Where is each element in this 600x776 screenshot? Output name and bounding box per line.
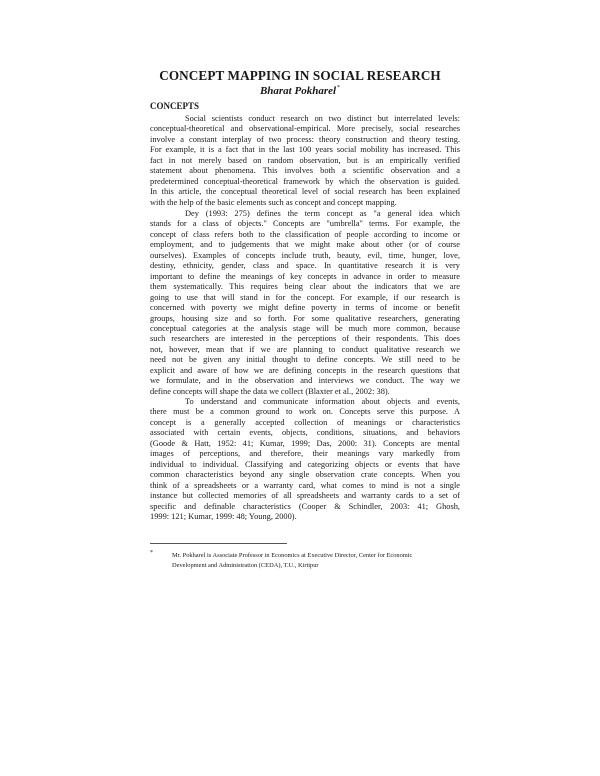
text-line: important to define the meanings of key concepts in advance in order to measure [150,271,460,281]
text-line: associated with certain events, objects, conditions, situations, and behaviors [150,428,460,438]
text-line: think of a spreadsheets or a warranty card, what comes to mind is not a single [150,480,460,490]
text-line: instance but collected memories of all spreadsheets and warranty cards to a set of [150,491,460,501]
footnote-rule [150,543,287,544]
footnote-line: Mr. Pokharel is Associate Professor in Economics at Executive Director, Center for Economic [172,552,413,559]
text-line: them systematically. This requires being clear about the indicators that we are [150,282,460,292]
text-line: with the help of the basic elements such as concept and concept mapping. [150,197,397,207]
text-line: conceptual-theoretical and observational-empirical. More precisely, social researches [150,124,460,134]
text-line: stands for a class of objects." Concepts are "umbrella" terms. For example, the [150,219,460,229]
text-line: need not be given any initial thought to define concepts. We still need to be [150,355,460,365]
text-line: destiny, ethnicity, gender, class and space. In quantitative research it is very [150,261,460,271]
text-line: common characteristics beyond any single observation crate concepts. When you [150,470,460,480]
text-line: 1999: 121; Kumar, 1999: 48; Young, 2000). [150,511,297,521]
text-line: fact in not merely based on random observation, but is an empirically verified [150,155,460,165]
text-line: To understand and communicate information about objects and events, [185,397,460,406]
text-line: going to use that will stand in for the concept. For example, if our research is [150,292,460,302]
text-line: such researchers are interested in the perceptions of their respondents. This does [150,334,460,344]
text-line: specific and definable characteristics (Cooper & Schindler, 2003: 41; Ghosh, [150,501,460,511]
footnote-mark: * [150,550,153,556]
text-line: conceptual categories at the analysis stage will be much more common, because [150,323,460,333]
footnote [172,551,462,570]
text-line: explicit and aware of how we are defining concepts in the research questions that [150,365,460,375]
text-line: predetermined conceptual-theoretical framework by which the observation is guided. [150,176,460,186]
text-line: (Goode & Hatt, 1952: 41; Kumar, 1999; Das, 2000: 31). Concepts are mental [150,438,460,448]
paragraph-1 [150,114,460,208]
section-heading: CONCEPTS [150,101,200,111]
text-line: employment, and to judgements that we might make about other (or of course [150,240,460,250]
author-footnote-mark: * [337,85,341,91]
text-line: In this article, the conceptual theoretical level of social research has been explained [150,187,460,197]
text-line: statement about phenomena. This involves both a scientific observation and a [150,166,460,176]
text-line: For example, it is a fact that in the last 100 years social mobility has increased. This [150,145,460,155]
text-line: concept is a generally accepted collection of meanings or characteristics [150,417,460,427]
text-line: individual to individual. Classifying and categorizing objects or events that have [150,459,460,469]
text-line: Dey (1993: 275) defines the term concept as "a general idea which [185,209,460,218]
text-line: ourselves). Examples of concepts include truth, beauty, evil, time, hunger, love, [150,250,460,260]
text-line: there must be a common ground to work on. Concepts serve this purpose. A [150,407,460,417]
article-title: CONCEPT MAPPING IN SOCIAL RESEARCH [159,68,441,83]
text-line: groups, housing size and so forth. For some qualitative researchers, generating [150,313,460,323]
paragraph-2 [150,209,460,397]
author-name-text: Bharat Pokharel [259,85,337,97]
text-line: concerned with poverty we might define poverty in terms of income or benefit [150,303,460,313]
paragraph-3 [150,397,460,522]
text-line: we formulate, and in the observation and interviews we conduct. The way we [150,376,460,386]
text-line: involve a constant interplay of two process: theory construction and theory testing. [150,134,460,144]
text-line: images of perceptions, and therefore, their meanings vary markedly from [150,449,460,459]
text-line: Social scientists conduct research on two distinct but interrelated levels: [185,114,460,123]
text-line: define concepts will shape the data we collect (Blaxter et al., 2002: 38). [150,386,390,396]
footnote-line: Development and Administration (CEDA), T.U., Kirtipur [172,561,319,569]
text-line: concept of class refers both to the classification of people according to income or [150,229,460,239]
author-name [0,85,600,97]
text-line: not, however, mean that if we are planning to conduct qualitative research we [150,344,460,354]
